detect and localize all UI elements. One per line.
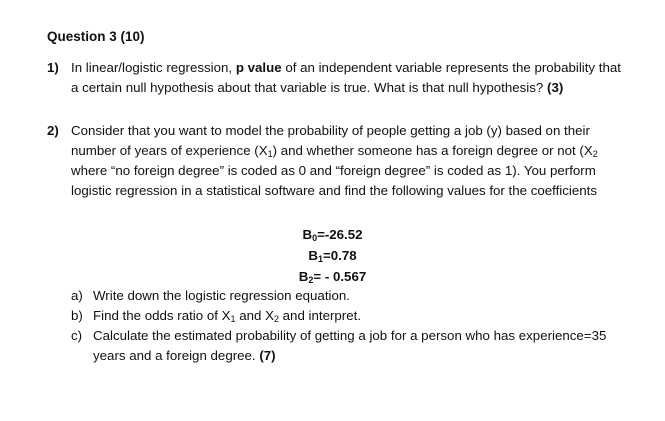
- question-1-text: [71, 58, 627, 98]
- question-2-subscript-1: 1: [267, 149, 273, 159]
- coefficient-list: [0, 224, 665, 287]
- question-2-text-3: where “no foreign degree” is coded as 0 and “foreign degree” is coded as 1). You perform logistic regression in a statistical software and find the following values for the coefficients: [71, 163, 597, 198]
- question-2-text-2: ) and whether someone has a foreign degree or not (X: [272, 143, 593, 158]
- question-1-text-a: In linear/logistic regression,: [71, 60, 236, 75]
- subquestion-c-marks: (7): [259, 348, 276, 363]
- subquestion-c: [71, 326, 631, 366]
- question-2-number: 2): [47, 123, 59, 138]
- question-1: [47, 58, 627, 98]
- subquestion-b: [71, 306, 631, 326]
- coefficient-b2: $B_2= - 0.567$: [298, 269, 367, 285]
- subquestion-a-label: a): [71, 288, 83, 303]
- question-heading: Question 3 (10): [47, 29, 145, 44]
- question-1-marks: (3): [547, 80, 564, 95]
- question-1-term: p value: [235, 60, 282, 75]
- coefficient-b1: $B_1=0.78$: [308, 248, 357, 264]
- question-2-text-1: Consider that you want to model the probability of people getting a job (y) based on their number of years of experience (X: [71, 123, 590, 158]
- subquestion-a-text: Write down the logistic regression equation.: [93, 288, 350, 303]
- question-1-text-b: of an independent variable represents the probability that a certain null hypothesis about that variable is true. What is that null hypothesis?: [71, 60, 621, 95]
- subquestion-c-text: Calculate the estimated probability of getting a job for a person who has experience=35 years and a foreign degree. (7): [93, 328, 607, 363]
- subquestion-a: [71, 286, 631, 306]
- coefficient-b0: $B_0=-26.52$: [302, 227, 363, 243]
- subquestion-list: [71, 286, 631, 366]
- question-2-subscript-2: 2: [592, 149, 598, 159]
- question-1-number: 1): [47, 60, 59, 75]
- question-2: [47, 121, 627, 201]
- question-2-text: [71, 121, 627, 201]
- subquestion-c-label: c): [71, 328, 83, 343]
- subquestion-b-text: Find the odds ratio of $X_1$ and $X_2$ and interpret.: [93, 308, 362, 324]
- subquestion-b-label: b): [71, 308, 83, 323]
